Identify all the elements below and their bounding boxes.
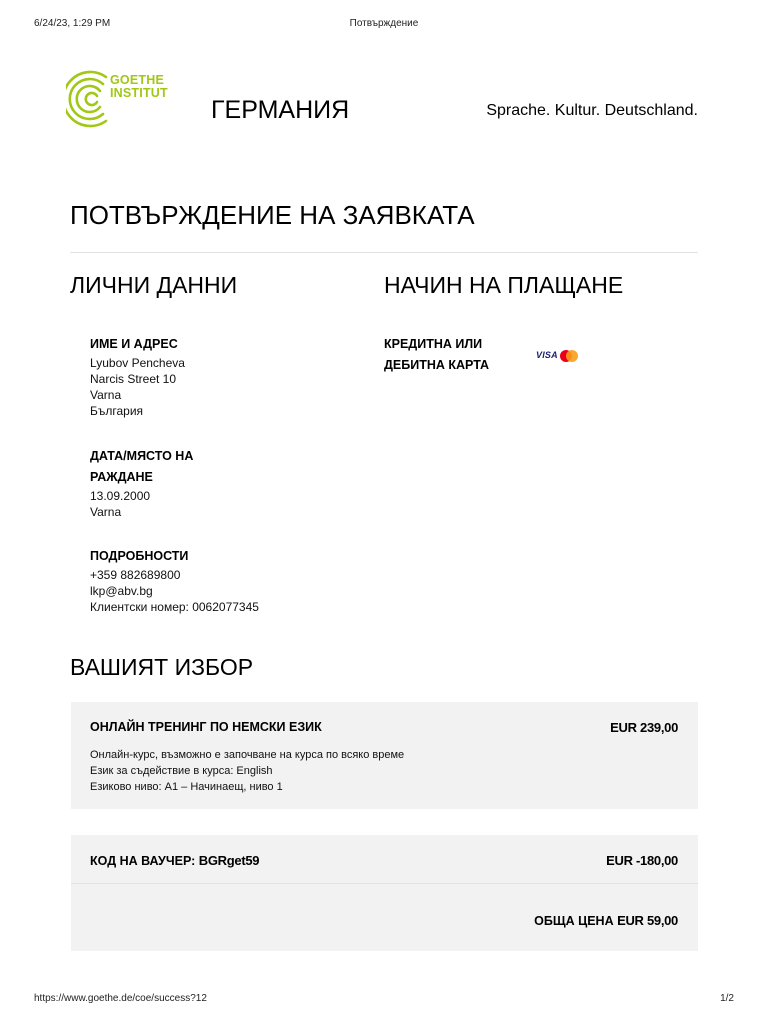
print-header bbox=[34, 18, 734, 32]
street-line: Narcis Street 10 bbox=[90, 372, 177, 386]
name-address-label: ИМЕ И АДРЕС bbox=[90, 337, 178, 351]
details-label: ПОДРОБНОСТИ bbox=[90, 549, 189, 563]
country-name: ГЕРМАНИЯ bbox=[211, 96, 350, 124]
voucher-divider bbox=[71, 883, 698, 884]
birth-label: ДАТА/МЯСТО НА РАЖДАНЕ bbox=[90, 449, 194, 484]
phone-number: +359 882689800 bbox=[90, 568, 181, 582]
course-title: ОНЛАЙН ТРЕНИНГ ПО НЕМСКИ ЕЗИК bbox=[90, 720, 322, 734]
name-line: Lyubov Pencheva bbox=[90, 356, 185, 370]
course-desc-line: Онлайн-курс, възможно е започване на курса по всяко време bbox=[90, 749, 405, 761]
logo-line-institut: INSTITUT bbox=[110, 86, 168, 100]
logo-line-goethe: GOETHE bbox=[110, 73, 164, 87]
title-divider bbox=[70, 252, 698, 253]
page-url: https://www.goethe.de/coe/success?12 bbox=[34, 993, 207, 1004]
voucher-total-box bbox=[71, 835, 698, 951]
goethe-logo-icon bbox=[66, 68, 110, 130]
customer-number: Клиентски номер: 0062077345 bbox=[90, 600, 259, 614]
card-logos bbox=[536, 349, 582, 363]
print-date: 6/24/23, 1:29 PM bbox=[34, 18, 111, 29]
mastercard-icon bbox=[558, 349, 580, 363]
goethe-institut-logo bbox=[66, 68, 186, 130]
page-count: 1/2 bbox=[720, 993, 734, 1004]
name-address-block bbox=[90, 334, 185, 419]
personal-data-heading: ЛИЧНИ ДАННИ bbox=[70, 272, 238, 298]
city-line: Varna bbox=[90, 388, 122, 402]
print-page-title: Потвърждение bbox=[349, 18, 419, 29]
email-address: lkp@abv.bg bbox=[90, 584, 153, 598]
voucher-label bbox=[90, 853, 259, 868]
voucher-label-text: КОД НА ВАУЧЕР: bbox=[90, 854, 199, 868]
slogan: Sprache. Kultur. Deutschland. bbox=[486, 102, 698, 119]
details-block bbox=[90, 546, 259, 615]
visa-icon: VISA bbox=[536, 350, 558, 360]
voucher-discount: EUR -180,00 bbox=[606, 853, 678, 868]
birth-place: Varna bbox=[90, 505, 122, 519]
course-desc-line: Език за съдействие в курса: English bbox=[90, 765, 273, 777]
course-price: EUR 239,00 bbox=[610, 720, 678, 735]
logo-wordmark bbox=[110, 74, 168, 100]
course-description bbox=[90, 747, 404, 795]
total-price bbox=[534, 913, 678, 928]
country-line: България bbox=[90, 404, 144, 418]
birth-block bbox=[90, 446, 230, 520]
voucher-code: BGRget59 bbox=[198, 853, 260, 868]
payment-method-label: КРЕДИТНА ИЛИ ДЕБИТНА КАРТА bbox=[384, 337, 490, 372]
course-desc-line: Езиково ниво: A1 – Начинаещ, ниво 1 bbox=[90, 781, 283, 793]
page-title: ПОТВЪРЖДЕНИЕ НА ЗАЯВКАТА bbox=[70, 200, 475, 230]
birth-date: 13.09.2000 bbox=[90, 489, 151, 503]
payment-method-heading: НАЧИН НА ПЛАЩАНЕ bbox=[384, 272, 624, 298]
total-label: ОБЩА ЦЕНА bbox=[534, 914, 618, 928]
total-amount: EUR 59,00 bbox=[617, 913, 678, 928]
print-footer bbox=[34, 993, 734, 1007]
course-box bbox=[71, 702, 698, 809]
your-choice-heading: ВАШИЯТ ИЗБОР bbox=[70, 654, 254, 680]
